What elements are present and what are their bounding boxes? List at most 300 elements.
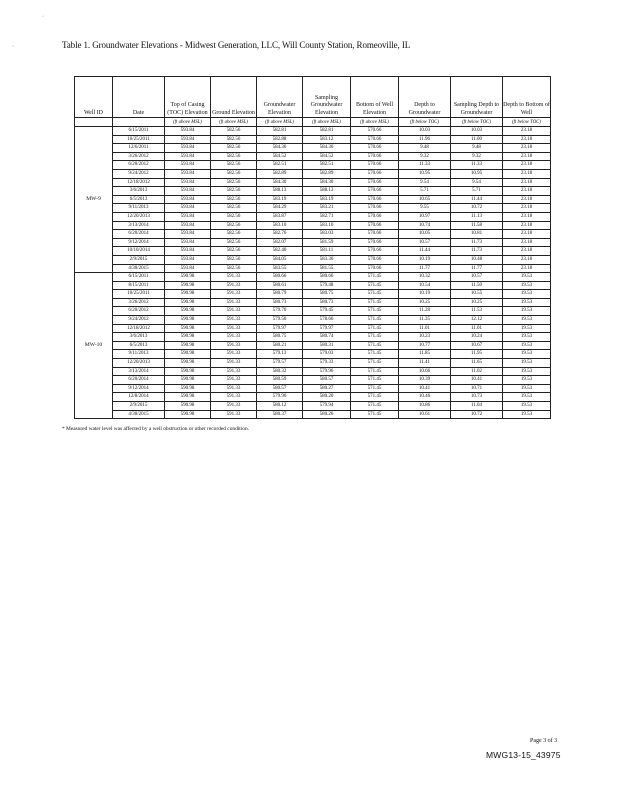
value-cell: 10.25 bbox=[399, 298, 451, 307]
value-cell: 583.12 bbox=[303, 135, 351, 144]
value-cell: 593.84 bbox=[165, 152, 211, 161]
value-cell: 19.53 bbox=[503, 350, 551, 359]
value-cell: 10.46 bbox=[399, 393, 451, 402]
value-cell: 570.66 bbox=[351, 169, 399, 178]
value-cell: 11.85 bbox=[399, 350, 451, 359]
value-cell: 591.33 bbox=[211, 281, 257, 290]
value-cell: 593.84 bbox=[165, 212, 211, 221]
date-cell: 4/30/2015 bbox=[113, 264, 165, 273]
table-row bbox=[75, 204, 551, 213]
value-cell: 591.33 bbox=[211, 384, 257, 393]
value-cell: 10.19 bbox=[399, 290, 451, 299]
column-header: Sampling Depth to Groundwater bbox=[451, 77, 503, 118]
value-cell: 580.57 bbox=[303, 376, 351, 385]
value-cell: 581.55 bbox=[303, 264, 351, 273]
table-row bbox=[75, 195, 551, 204]
value-cell: 23.18 bbox=[503, 238, 551, 247]
value-cell: 579.03 bbox=[303, 350, 351, 359]
value-cell: 570.66 bbox=[351, 135, 399, 144]
table-row bbox=[75, 350, 551, 359]
value-cell: 582.56 bbox=[211, 195, 257, 204]
date-cell: 2/9/2015 bbox=[113, 255, 165, 264]
date-cell: 9/24/2012 bbox=[113, 169, 165, 178]
value-cell: 579.97 bbox=[303, 324, 351, 333]
value-cell: 591.33 bbox=[211, 307, 257, 316]
value-cell: 10.57 bbox=[451, 273, 503, 282]
value-cell: 588.13 bbox=[257, 187, 303, 196]
value-cell: 591.33 bbox=[211, 333, 257, 342]
date-cell: 6/20/2012 bbox=[113, 307, 165, 316]
date-cell: 3/26/2012 bbox=[113, 298, 165, 307]
value-cell: 580.21 bbox=[257, 341, 303, 350]
value-cell: 582.81 bbox=[257, 127, 303, 136]
value-cell: 23.18 bbox=[503, 247, 551, 256]
value-cell: 570.66 bbox=[351, 127, 399, 136]
value-cell: 10.55 bbox=[451, 290, 503, 299]
unit-header: (ft above MSL) bbox=[351, 118, 399, 127]
value-cell: 593.84 bbox=[165, 127, 211, 136]
table-row bbox=[75, 298, 551, 307]
value-cell: 19.53 bbox=[503, 307, 551, 316]
value-cell: 591.33 bbox=[211, 367, 257, 376]
value-cell: 582.56 bbox=[211, 152, 257, 161]
table-row bbox=[75, 221, 551, 230]
date-cell: 10/25/2011 bbox=[113, 135, 165, 144]
value-cell: 12.12 bbox=[451, 316, 503, 325]
table-row bbox=[75, 273, 551, 282]
value-cell: 582.71 bbox=[303, 212, 351, 221]
unit-header: (ft above MSL) bbox=[165, 118, 211, 127]
value-cell: 583.19 bbox=[257, 195, 303, 204]
value-cell: 19.53 bbox=[503, 410, 551, 419]
value-cell: 591.33 bbox=[211, 290, 257, 299]
value-cell: 590.98 bbox=[165, 384, 211, 393]
date-cell: 9/11/2013 bbox=[113, 204, 165, 213]
value-cell: 579.33 bbox=[303, 359, 351, 368]
value-cell: 591.33 bbox=[211, 402, 257, 411]
value-cell: 583.36 bbox=[303, 255, 351, 264]
value-cell: 10.61 bbox=[399, 410, 451, 419]
table-row bbox=[75, 212, 551, 221]
column-header: Groundwater Elevation bbox=[257, 77, 303, 118]
table-row bbox=[75, 410, 551, 419]
value-cell: 583.87 bbox=[257, 212, 303, 221]
value-cell: 11.96 bbox=[399, 135, 451, 144]
value-cell: 591.33 bbox=[211, 324, 257, 333]
value-cell: 593.84 bbox=[165, 161, 211, 170]
value-cell: 9.48 bbox=[451, 144, 503, 153]
value-cell: 571.45 bbox=[351, 273, 399, 282]
value-cell: 19.53 bbox=[503, 376, 551, 385]
table-row bbox=[75, 169, 551, 178]
value-cell: 23.18 bbox=[503, 187, 551, 196]
value-cell: 570.66 bbox=[351, 144, 399, 153]
value-cell: 570.66 bbox=[351, 264, 399, 273]
date-cell: 9/12/2014 bbox=[113, 238, 165, 247]
value-cell: 582.56 bbox=[211, 264, 257, 273]
value-cell: 571.45 bbox=[351, 307, 399, 316]
value-cell: 570.66 bbox=[351, 204, 399, 213]
value-cell: 593.84 bbox=[165, 264, 211, 273]
value-cell: 593.84 bbox=[165, 238, 211, 247]
value-cell: 10.41 bbox=[451, 376, 503, 385]
value-cell: 582.76 bbox=[257, 230, 303, 239]
value-cell: 579.48 bbox=[303, 281, 351, 290]
value-cell: 19.53 bbox=[503, 402, 551, 411]
table-row bbox=[75, 144, 551, 153]
column-header: Date bbox=[113, 77, 165, 118]
table-row bbox=[75, 230, 551, 239]
value-cell: 11.95 bbox=[451, 350, 503, 359]
value-cell: 579.96 bbox=[257, 393, 303, 402]
value-cell: 580.74 bbox=[303, 333, 351, 342]
value-cell: 583.21 bbox=[303, 204, 351, 213]
value-cell: 19.53 bbox=[503, 324, 551, 333]
value-cell: 590.98 bbox=[165, 359, 211, 368]
value-cell: 11.53 bbox=[451, 307, 503, 316]
column-header: Sampling Groundwater Elevation bbox=[303, 77, 351, 118]
value-cell: 579.45 bbox=[303, 307, 351, 316]
date-cell: 6/20/2014 bbox=[113, 230, 165, 239]
value-cell: 580.61 bbox=[257, 281, 303, 290]
table-row bbox=[75, 384, 551, 393]
scan-mark: · bbox=[42, 14, 44, 20]
value-cell: 5.71 bbox=[399, 187, 451, 196]
footnote: * Measured water level was affected by a well obstruction or other recorded condition. bbox=[62, 426, 250, 432]
value-cell: 590.98 bbox=[165, 316, 211, 325]
value-cell: 9.48 bbox=[399, 144, 451, 153]
value-cell: 582.51 bbox=[303, 161, 351, 170]
value-cell: 593.84 bbox=[165, 230, 211, 239]
value-cell: 11.00 bbox=[451, 135, 503, 144]
value-cell: 578.66 bbox=[303, 316, 351, 325]
value-cell: 579.13 bbox=[257, 350, 303, 359]
date-cell: 6/15/2011 bbox=[113, 273, 165, 282]
value-cell: 23.18 bbox=[503, 152, 551, 161]
value-cell: 19.53 bbox=[503, 298, 551, 307]
value-cell: 571.45 bbox=[351, 290, 399, 299]
table-row bbox=[75, 178, 551, 187]
date-cell: 9/24/2012 bbox=[113, 316, 165, 325]
date-cell: 12/18/2012 bbox=[113, 324, 165, 333]
value-cell: 582.56 bbox=[211, 221, 257, 230]
value-cell: 19.53 bbox=[503, 333, 551, 342]
value-cell: 10.23 bbox=[399, 333, 451, 342]
value-cell: 582.07 bbox=[257, 238, 303, 247]
value-cell: 579.70 bbox=[257, 307, 303, 316]
value-cell: 590.98 bbox=[165, 324, 211, 333]
table-row bbox=[75, 341, 551, 350]
table-row bbox=[75, 393, 551, 402]
value-cell: 591.33 bbox=[211, 410, 257, 419]
value-cell: 9.54 bbox=[399, 178, 451, 187]
value-cell: 590.98 bbox=[165, 290, 211, 299]
value-cell: 582.88 bbox=[257, 135, 303, 144]
date-cell: 9/11/2013 bbox=[113, 350, 165, 359]
value-cell: 591.33 bbox=[211, 376, 257, 385]
value-cell: 571.45 bbox=[351, 324, 399, 333]
value-cell: 590.98 bbox=[165, 341, 211, 350]
value-cell: 584.52 bbox=[257, 152, 303, 161]
column-header: Ground Elevation bbox=[211, 77, 257, 118]
value-cell: 584.52 bbox=[303, 152, 351, 161]
value-cell: 19.53 bbox=[503, 341, 551, 350]
value-cell: 584.05 bbox=[257, 255, 303, 264]
value-cell: 580.20 bbox=[303, 393, 351, 402]
unit-header: (ft below TOC) bbox=[503, 118, 551, 127]
value-cell: 11.01 bbox=[399, 324, 451, 333]
value-cell: 593.84 bbox=[165, 255, 211, 264]
date-cell: 12/6/2011 bbox=[113, 144, 165, 153]
value-cell: 584.36 bbox=[257, 144, 303, 153]
value-cell: 23.18 bbox=[503, 204, 551, 213]
value-cell: 580.26 bbox=[303, 410, 351, 419]
value-cell: 5.71 bbox=[451, 187, 503, 196]
value-cell: 11.04 bbox=[451, 402, 503, 411]
value-cell: 10.97 bbox=[399, 212, 451, 221]
value-cell: 10.95 bbox=[399, 169, 451, 178]
value-cell: 11.35 bbox=[399, 316, 451, 325]
value-cell: 11.65 bbox=[451, 359, 503, 368]
date-cell: 6/20/2014 bbox=[113, 376, 165, 385]
value-cell: 23.18 bbox=[503, 178, 551, 187]
value-cell: 582.56 bbox=[211, 127, 257, 136]
value-cell: 593.84 bbox=[165, 195, 211, 204]
date-cell: 9/12/2014 bbox=[113, 384, 165, 393]
value-cell: 10.81 bbox=[451, 230, 503, 239]
value-cell: 10.54 bbox=[399, 281, 451, 290]
date-cell: 12/20/2013 bbox=[113, 212, 165, 221]
value-cell: 10.72 bbox=[451, 204, 503, 213]
value-cell: 583.10 bbox=[257, 221, 303, 230]
value-cell: 11.41 bbox=[399, 359, 451, 368]
value-cell: 571.45 bbox=[351, 298, 399, 307]
value-cell: 593.84 bbox=[165, 178, 211, 187]
value-cell: 580.73 bbox=[303, 298, 351, 307]
value-cell: 11.73 bbox=[451, 247, 503, 256]
value-cell: 593.84 bbox=[165, 135, 211, 144]
value-cell: 571.45 bbox=[351, 333, 399, 342]
value-cell: 580.66 bbox=[303, 273, 351, 282]
table-row bbox=[75, 290, 551, 299]
value-cell: 10.39 bbox=[399, 376, 451, 385]
document-id: MWG13-15_43975 bbox=[486, 750, 561, 760]
well-id-cell: MW-10 bbox=[75, 273, 113, 419]
well-id-cell: MW-9 bbox=[75, 127, 113, 273]
table-row bbox=[75, 402, 551, 411]
value-cell: 9.55 bbox=[399, 204, 451, 213]
value-cell: 590.98 bbox=[165, 393, 211, 402]
table-row bbox=[75, 333, 551, 342]
value-cell: 9.54 bbox=[451, 178, 503, 187]
value-cell: 579.57 bbox=[257, 359, 303, 368]
value-cell: 571.45 bbox=[351, 384, 399, 393]
value-cell: 19.53 bbox=[503, 359, 551, 368]
table-row bbox=[75, 324, 551, 333]
date-cell: 3/6/2013 bbox=[113, 333, 165, 342]
date-cell: 3/13/2014 bbox=[113, 221, 165, 230]
value-cell: 582.56 bbox=[211, 230, 257, 239]
value-cell: 580.57 bbox=[257, 384, 303, 393]
value-cell: 11.73 bbox=[451, 238, 503, 247]
date-cell: 8/15/2011 bbox=[113, 281, 165, 290]
table-row bbox=[75, 316, 551, 325]
unit-header: (ft below TOC) bbox=[399, 118, 451, 127]
value-cell: 591.33 bbox=[211, 316, 257, 325]
value-cell: 19.53 bbox=[503, 367, 551, 376]
table-row bbox=[75, 135, 551, 144]
value-cell: 571.45 bbox=[351, 376, 399, 385]
column-header: Bottom of Well Elevation bbox=[351, 77, 399, 118]
value-cell: 571.45 bbox=[351, 341, 399, 350]
value-cell: 19.53 bbox=[503, 281, 551, 290]
value-cell: 591.33 bbox=[211, 359, 257, 368]
value-cell: 570.66 bbox=[351, 247, 399, 256]
value-cell: 10.65 bbox=[399, 195, 451, 204]
column-header: Top of Casing (TOC) Elevation bbox=[165, 77, 211, 118]
value-cell: 10.25 bbox=[451, 298, 503, 307]
value-cell: 590.98 bbox=[165, 350, 211, 359]
value-cell: 583.55 bbox=[257, 264, 303, 273]
value-cell: 9.32 bbox=[399, 152, 451, 161]
value-cell: 11.44 bbox=[399, 247, 451, 256]
date-cell: 12/8/2014 bbox=[113, 393, 165, 402]
column-header: Depth to Groundwater bbox=[399, 77, 451, 118]
value-cell: 570.66 bbox=[351, 212, 399, 221]
value-cell: 11.01 bbox=[451, 324, 503, 333]
table-row bbox=[75, 152, 551, 161]
date-cell: 6/5/2013 bbox=[113, 195, 165, 204]
value-cell: 23.18 bbox=[503, 230, 551, 239]
value-cell: 582.56 bbox=[211, 212, 257, 221]
value-cell: 591.33 bbox=[211, 273, 257, 282]
value-cell: 11.50 bbox=[451, 281, 503, 290]
value-cell: 19.53 bbox=[503, 384, 551, 393]
value-cell: 23.18 bbox=[503, 144, 551, 153]
value-cell: 570.66 bbox=[351, 221, 399, 230]
value-cell: 11.33 bbox=[451, 161, 503, 170]
date-cell: 3/6/2013 bbox=[113, 187, 165, 196]
date-cell: 12/20/2013 bbox=[113, 359, 165, 368]
value-cell: 582.56 bbox=[211, 135, 257, 144]
value-cell: 10.32 bbox=[399, 273, 451, 282]
value-cell: 10.24 bbox=[451, 333, 503, 342]
value-cell: 23.18 bbox=[503, 135, 551, 144]
date-cell: 3/13/2014 bbox=[113, 367, 165, 376]
value-cell: 579.97 bbox=[257, 324, 303, 333]
value-cell: 580.27 bbox=[303, 384, 351, 393]
value-cell: 593.84 bbox=[165, 187, 211, 196]
value-cell: 580.59 bbox=[257, 376, 303, 385]
value-cell: 584.30 bbox=[303, 178, 351, 187]
value-cell: 11.02 bbox=[451, 367, 503, 376]
value-cell: 582.89 bbox=[257, 169, 303, 178]
value-cell: 10.03 bbox=[451, 127, 503, 136]
value-cell: 570.66 bbox=[351, 161, 399, 170]
value-cell: 570.66 bbox=[351, 195, 399, 204]
unit-header: (ft above MSL) bbox=[211, 118, 257, 127]
value-cell: 10.77 bbox=[399, 341, 451, 350]
value-cell: 582.56 bbox=[211, 204, 257, 213]
value-cell: 593.84 bbox=[165, 247, 211, 256]
value-cell: 23.18 bbox=[503, 127, 551, 136]
value-cell: 571.45 bbox=[351, 393, 399, 402]
value-cell: 23.18 bbox=[503, 195, 551, 204]
value-cell: 10.72 bbox=[451, 410, 503, 419]
column-header: Well ID bbox=[75, 77, 113, 118]
value-cell: 11.28 bbox=[399, 307, 451, 316]
unit-header: (ft below TOC) bbox=[451, 118, 503, 127]
value-cell: 582.56 bbox=[211, 144, 257, 153]
value-cell: 590.98 bbox=[165, 298, 211, 307]
value-cell: 584.30 bbox=[257, 178, 303, 187]
value-cell: 10.19 bbox=[399, 255, 451, 264]
value-cell: 579.50 bbox=[257, 316, 303, 325]
value-cell: 590.98 bbox=[165, 307, 211, 316]
value-cell: 19.53 bbox=[503, 393, 551, 402]
table-row bbox=[75, 161, 551, 170]
value-cell: 571.45 bbox=[351, 350, 399, 359]
value-cell: 19.53 bbox=[503, 273, 551, 282]
value-cell: 588.13 bbox=[303, 187, 351, 196]
header-row bbox=[75, 77, 551, 118]
value-cell: 19.53 bbox=[503, 316, 551, 325]
value-cell: 590.98 bbox=[165, 367, 211, 376]
value-cell: 591.33 bbox=[211, 393, 257, 402]
table-row bbox=[75, 359, 551, 368]
value-cell: 593.84 bbox=[165, 169, 211, 178]
value-cell: 571.45 bbox=[351, 359, 399, 368]
unit-header: (ft above MSL) bbox=[257, 118, 303, 127]
value-cell: 23.18 bbox=[503, 212, 551, 221]
value-cell: 582.56 bbox=[211, 255, 257, 264]
value-cell: 10.48 bbox=[451, 255, 503, 264]
value-cell: 582.56 bbox=[211, 187, 257, 196]
value-cell: 23.18 bbox=[503, 264, 551, 273]
table-row bbox=[75, 187, 551, 196]
value-cell: 582.56 bbox=[211, 169, 257, 178]
value-cell: 10.03 bbox=[399, 127, 451, 136]
table-body bbox=[75, 127, 551, 419]
value-cell: 579.94 bbox=[303, 402, 351, 411]
date-cell: 10/25/2011 bbox=[113, 290, 165, 299]
value-cell: 11.13 bbox=[451, 212, 503, 221]
value-cell: 571.45 bbox=[351, 410, 399, 419]
scan-mark: · bbox=[12, 44, 14, 50]
value-cell: 571.45 bbox=[351, 402, 399, 411]
value-cell: 584.29 bbox=[257, 204, 303, 213]
value-cell: 570.66 bbox=[351, 238, 399, 247]
value-cell: 11.33 bbox=[399, 161, 451, 170]
value-cell: 590.98 bbox=[165, 333, 211, 342]
value-cell: 570.66 bbox=[351, 152, 399, 161]
value-cell: 10.66 bbox=[399, 367, 451, 376]
date-cell: 2/9/2015 bbox=[113, 402, 165, 411]
value-cell: 19.53 bbox=[503, 290, 551, 299]
table-row bbox=[75, 255, 551, 264]
value-cell: 23.18 bbox=[503, 221, 551, 230]
value-cell: 580.73 bbox=[257, 298, 303, 307]
value-cell: 582.51 bbox=[257, 161, 303, 170]
value-cell: 582.81 bbox=[303, 127, 351, 136]
unit-header bbox=[113, 118, 165, 127]
date-cell: 6/20/2012 bbox=[113, 161, 165, 170]
value-cell: 571.45 bbox=[351, 281, 399, 290]
value-cell: 10.71 bbox=[451, 384, 503, 393]
table-title: Table 1. Groundwater Elevations - Midwest Generation, LLC, Will County Station, Romeoville, IL bbox=[62, 40, 411, 50]
date-cell: 4/30/2015 bbox=[113, 410, 165, 419]
value-cell: 582.56 bbox=[211, 247, 257, 256]
